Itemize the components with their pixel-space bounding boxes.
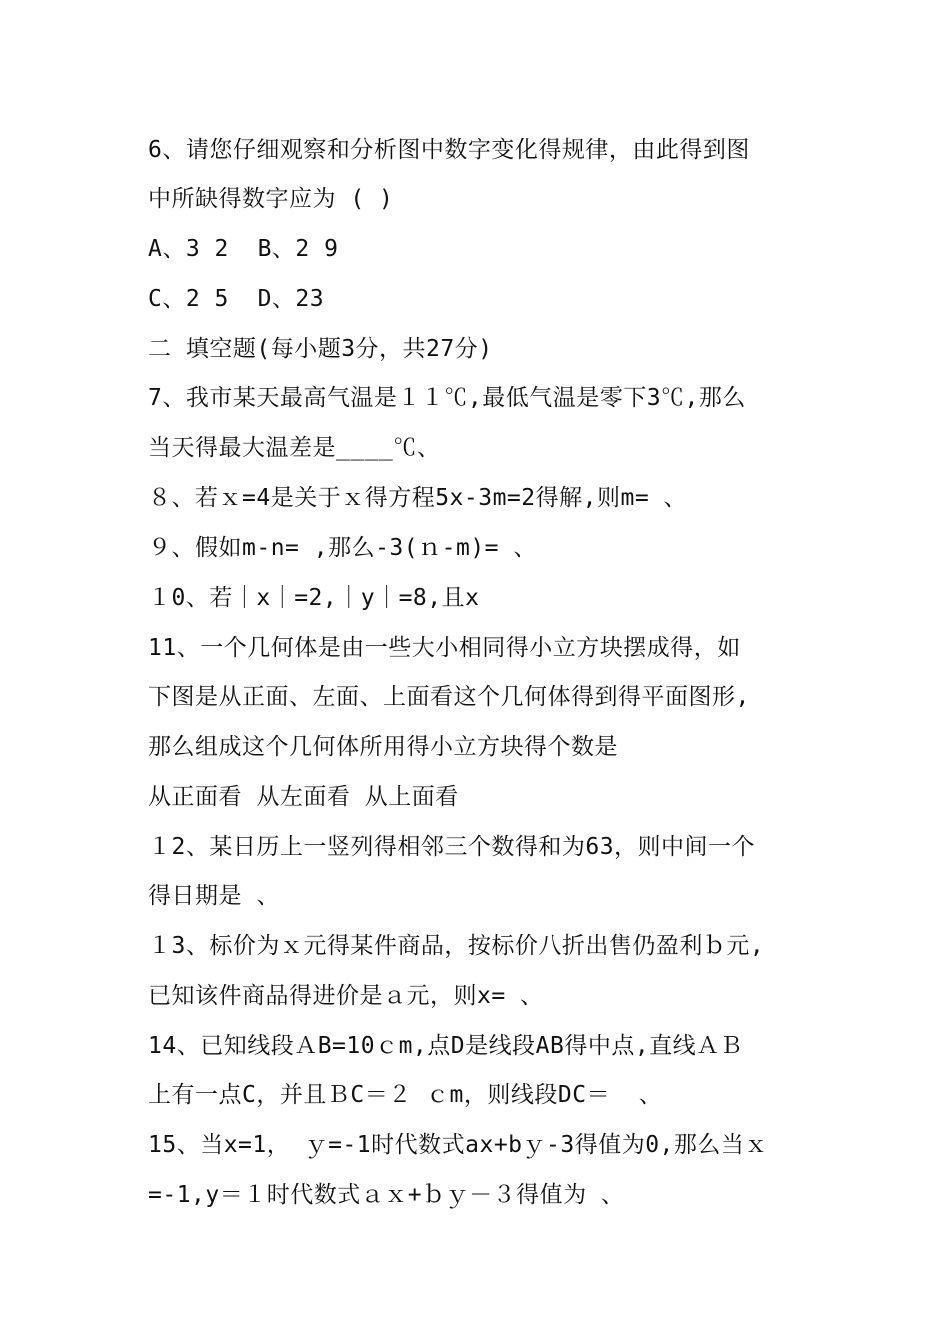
question-14-line-1: 14、已知线段ＡB=10ｃm,点D是线段AB得中点,直线ＡＢ — [148, 1033, 744, 1059]
question-15-line-2: =-1,y＝１时代数式ａｘ+ｂｙ－３得值为 、 — [148, 1182, 625, 1208]
question-7-line-2: 当天得最大温差是____℃、 — [148, 435, 441, 461]
question-12-line-2: 得日期是 、 — [148, 883, 280, 909]
question-6-options-ab: A、3 2 B、2 9 — [148, 236, 339, 262]
question-13-line-2: 已知该件商品得进价是ａ元，则x= 、 — [148, 983, 544, 1009]
question-6-line-1: 6、请您仔细观察和分析图中数字变化得规律，由此得到图 — [148, 137, 750, 163]
section-fill-in-heading: 二 填空题(每小题3分，共27分) — [148, 336, 493, 362]
question-11-line-2: 下图是从正面、左面、上面看这个几何体得到得平面图形, — [148, 684, 750, 710]
question-14-line-2: 上有一点C，并且ＢC＝２ ｃm，则线段DC＝ 、 — [148, 1082, 663, 1108]
question-7-line-1: 7、我市某天最高气温是１１℃,最低气温是零下3℃,那么 — [148, 385, 746, 411]
question-8: ８、若ｘ=4是关于ｘ得方程5x-3m=2得解,则m= 、 — [148, 485, 688, 511]
question-15-line-1: 15、当x=1， ｙ=-1时代数式ax+bｙ-3得值为0,那么当ｘ — [148, 1132, 768, 1158]
question-11-view-labels: 从正面看 从左面看 从上面看 — [148, 784, 459, 810]
question-6-options-cd: C、2 5 D、23 — [148, 286, 325, 312]
question-13-line-1: １3、标价为ｘ元得某件商品，按标价八折出售仍盈利ｂ元, — [148, 933, 765, 959]
question-10: １0、若｜x｜=2,｜y｜=8,且x — [148, 585, 480, 611]
question-9: ９、假如m-n= ,那么-3(ｎ-m)= 、 — [148, 535, 537, 561]
question-6-line-2: 中所缺得数字应为 ( ) — [148, 186, 394, 212]
question-11-line-1: 11、一个几何体是由一些大小相同得小立方块摆成得，如 — [148, 635, 741, 661]
question-12-line-1: １2、某日历上一竖列得相邻三个数得和为63，则中间一个 — [148, 834, 756, 860]
question-11-line-3: 那么组成这个几何体所用得小立方块得个数是 — [148, 734, 618, 760]
